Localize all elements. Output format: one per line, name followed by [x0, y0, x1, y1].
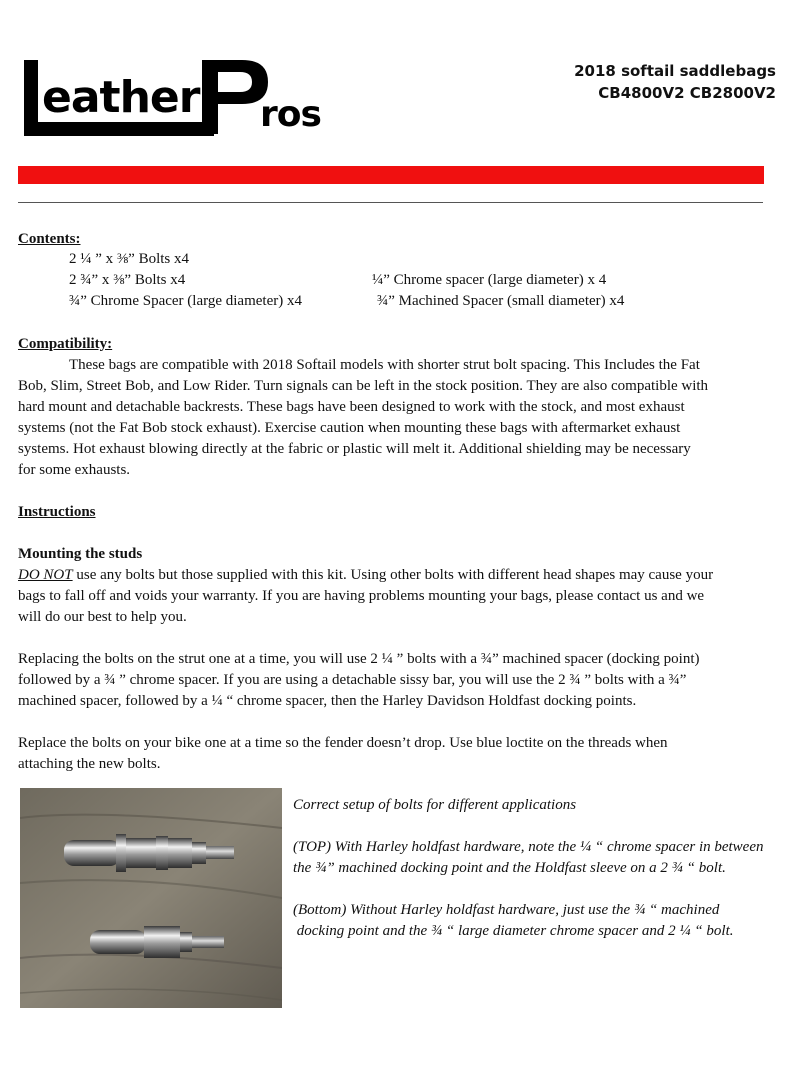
loctite-line: attaching the new bolts.	[18, 756, 161, 772]
caption-bottom-line: (Bottom) Without Harley holdfast hardware, just use the ¾ “ machined	[293, 902, 720, 918]
bolts-photo	[20, 788, 282, 1008]
loctite-line: Replace the bolts on your bike one at a time so the fender doesn’t drop. Use blue loctite on the threads when	[18, 735, 668, 751]
warning-line: bags to fall off and voids your warranty. If you are having problems mounting your bags, please contact us and we	[18, 588, 705, 604]
caption-bottom-line: docking point and the ¾ “ large diameter chrome spacer and 2 ¼ “ bolt.	[293, 923, 734, 939]
title-line-1: 2018 softail saddlebags	[574, 62, 776, 80]
contents-heading: Contents:	[18, 231, 81, 247]
mounting-subheading: Mounting the studs	[18, 546, 143, 562]
brand-logo	[22, 56, 334, 140]
logo-word-leather: eather	[42, 72, 200, 123]
compatibility-line: systems. Hot exhaust blowing directly at the fabric or plastic will melt it. Additional shielding may be necessary	[18, 441, 691, 457]
caption-title: Correct setup of bolts for different applications	[293, 797, 577, 813]
warning-emphasis: DO NOT	[18, 567, 73, 583]
accent-bar	[18, 166, 764, 184]
contents-item: ¾” Chrome Spacer (large diameter) x4	[69, 293, 302, 309]
contents-item: ¾” Machined Spacer (small diameter) x4	[377, 293, 625, 309]
compatibility-line: Bob, Slim, Street Bob, and Low Rider. Turn signals can be left in the stock position. They are also compatible with	[18, 378, 709, 394]
compatibility-line: systems (not the Fat Bob stock exhaust). Exercise caution when mounting these bags with aftermarket exhaust	[18, 420, 681, 436]
instructions-heading: Instructions	[18, 504, 96, 520]
caption-top-line: (TOP) With Harley holdfast hardware, note the ¼ “ chrome spacer in between	[293, 839, 764, 855]
warning-line	[18, 565, 713, 586]
compatibility-line: hard mount and detachable backrests. These bags have been designed to work with the stock, and most exhaust	[18, 399, 685, 415]
replace-line: followed by a ¾ ” chrome spacer. If you are using a detachable sissy bar, you will use the 2 ¾ ” bolts with a ¾”	[18, 672, 687, 688]
contents-item: 2 ¾” x ⅜” Bolts x4	[69, 272, 186, 288]
contents-item: 2 ¼ ” x ⅜” Bolts x4	[69, 251, 189, 267]
title-line-2: CB4800V2 CB2800V2	[598, 84, 776, 102]
photo-caption	[293, 795, 803, 942]
bolts-photo-graphic	[20, 788, 282, 1008]
compatibility-line: These bags are compatible with 2018 Softail models with shorter strut bolt spacing. This Includes the Fat	[69, 357, 700, 373]
replace-line: Replacing the bolts on the strut one at a time, you will use 2 ¼ ” bolts with a ¾” machined spacer (docking point)	[18, 651, 700, 667]
document-title	[574, 60, 776, 104]
warning-line: will do our best to help you.	[18, 609, 187, 625]
divider	[18, 202, 763, 203]
logo-word-pros: ros	[260, 94, 321, 135]
warning-text: use any bolts but those supplied with this kit. Using other bolts with different head shapes may cause your	[72, 567, 714, 583]
caption-top-line: the ¾” machined docking point and the Holdfast sleeve on a 2 ¾ “ bolt.	[293, 860, 726, 876]
compatibility-heading: Compatibility:	[18, 336, 113, 352]
replace-line: machined spacer, followed by a ¼ “ chrome spacer, then the Harley Davidson Holdfast docking points.	[18, 693, 637, 709]
contents-item: ¼” Chrome spacer (large diameter) x 4	[372, 272, 607, 288]
compatibility-line: for some exhausts.	[18, 462, 131, 478]
